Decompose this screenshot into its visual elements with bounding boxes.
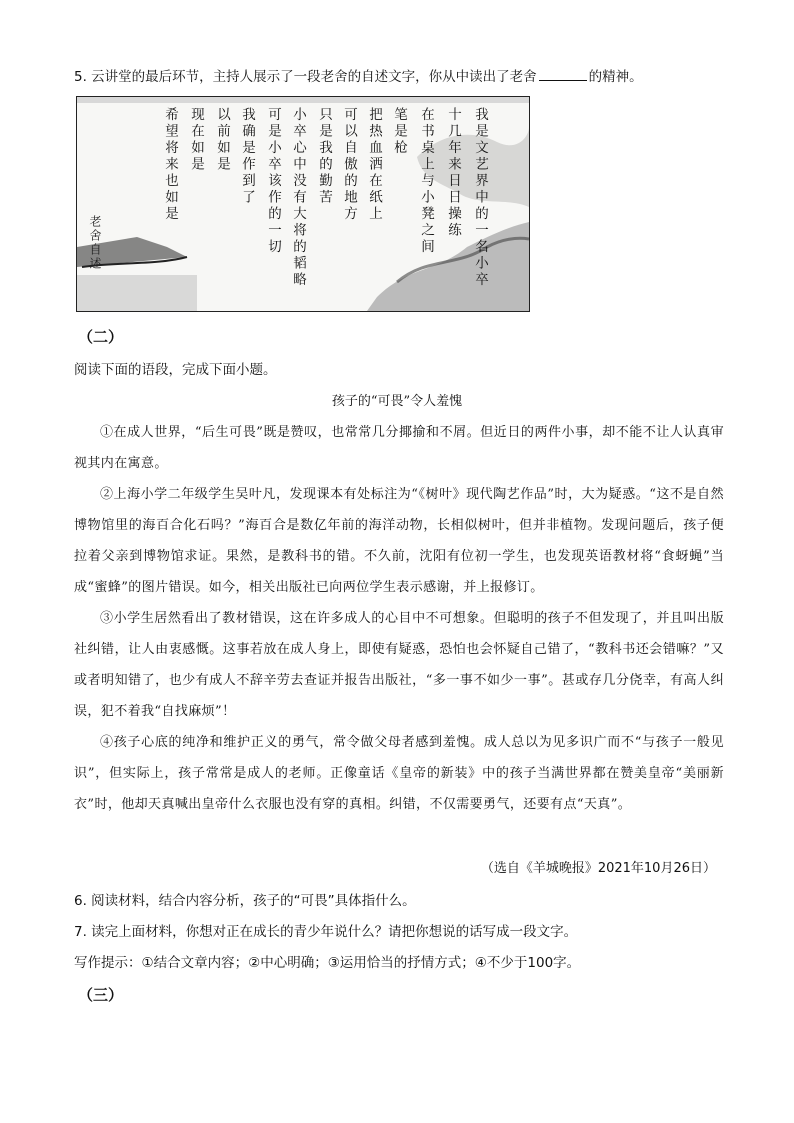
scroll-column-13: 希望将来也如是 — [162, 107, 178, 223]
laoshe-scroll-image — [76, 96, 530, 312]
scroll-column-6: 可以自傲的地方 — [341, 107, 357, 223]
scroll-column-1: 我是文艺界中的一名小卒 — [472, 107, 488, 289]
scroll-column-4: 笔是枪 — [391, 107, 407, 157]
scroll-column-9: 可是小卒该作的一切 — [265, 107, 281, 256]
answer-blank[interactable] — [539, 66, 587, 81]
question-5-text-after: 的精神。 — [588, 69, 643, 85]
article-title: 孩子的“可畏”令人羞愧 — [331, 394, 463, 409]
scroll-column-7: 只是我的勤苦 — [316, 107, 332, 206]
scroll-column-3: 在书桌上与小凳之间 — [418, 107, 434, 256]
article-source: （选自《羊城晚报》2021年10月26日） — [480, 861, 716, 876]
section-heading-3: （三） — [78, 986, 124, 1004]
scroll-column-11: 以前如是 — [214, 107, 230, 173]
section-heading-2: （二） — [78, 328, 124, 346]
reading-instruction: 阅读下面的语段，完成下面小题。 — [74, 362, 277, 378]
question-5 — [74, 66, 643, 87]
scroll-column-8: 小卒心中没有大将的韬略 — [290, 107, 306, 289]
article-paragraph-2: ②上海小学二年级学生吴叶凡，发现课本有处标注为“《树叶》现代陶艺作品”时，大为疑惑。“这不是自然博物馆里的海百合化石吗？”海百合是数亿年前的海洋动物，长相似树叶，但并非植物。发现问题后，孩子便拉着父亲到博物馆求证。果然，是教科书的错。不久前，沈阳有位初一学生，也发现英语教材将“食蚜蝇”当成“蜜蜂”的图片错误。如今，相关出版社已向两位学生表示感谢，并上报修订。 — [74, 487, 724, 595]
question-6: 6. 阅读材料，结合内容分析，孩子的“可畏”具体指什么。 — [74, 893, 416, 909]
question-7: 7. 读完上面材料，你想对正在成长的青少年说什么？请把你想说的话写成一段文字。 — [74, 924, 578, 940]
article-paragraph-4: ④孩子心底的纯净和维护正义的勇气，常令做父母者感到羞愧。成人总以为见多识广而不“与孩子一般见识”，但实际上，孩子常常是成人的老师。正像童话《皇帝的新装》中的孩子当满世界都在赞美皇帝“美丽新衣”时，他却天真喊出皇帝什么衣服也没有穿的真相。纠错，不仅需要勇气，还要有点“天真”。 — [74, 735, 724, 812]
question-5-text-before: 5. 云讲堂的最后环节，主持人展示了一段老舍的自述文字，你从中读出了老舍 — [74, 69, 537, 85]
article-paragraph-1: ①在成人世界，“后生可畏”既是赞叹，也常常几分揶揄和不屑。但近日的两件小事，却不能不让人认真审视其内在寓意。 — [74, 425, 724, 471]
scroll-column-12: 现在如是 — [188, 107, 204, 173]
author-signature: 老舍自述 — [88, 215, 102, 271]
scroll-column-10: 我确是作到了 — [239, 107, 255, 206]
writing-hint: 写作提示：①结合文章内容；②中心明确；③运用恰当的抒情方式；④不少于100字。 — [74, 955, 581, 971]
article-paragraph-3: ③小学生居然看出了教材错误，这在许多成人的心目中不可想象。但聪明的孩子不但发现了，并且叫出版社纠错，让人由衷感慨。这事若放在成人身上，即使有疑惑，恐怕也会怀疑自己错了，“教科书还会错嘛？”又或者明知错了，也少有成人不辞辛劳去查证并报告出版社，“多一事不如少一事”。甚或存几分侥幸，有高人纠误，犯不着我“自找麻烦”！ — [74, 611, 724, 719]
scroll-column-5: 把热血洒在纸上 — [366, 107, 382, 223]
scroll-column-2: 十几年来日日操练 — [445, 107, 461, 239]
